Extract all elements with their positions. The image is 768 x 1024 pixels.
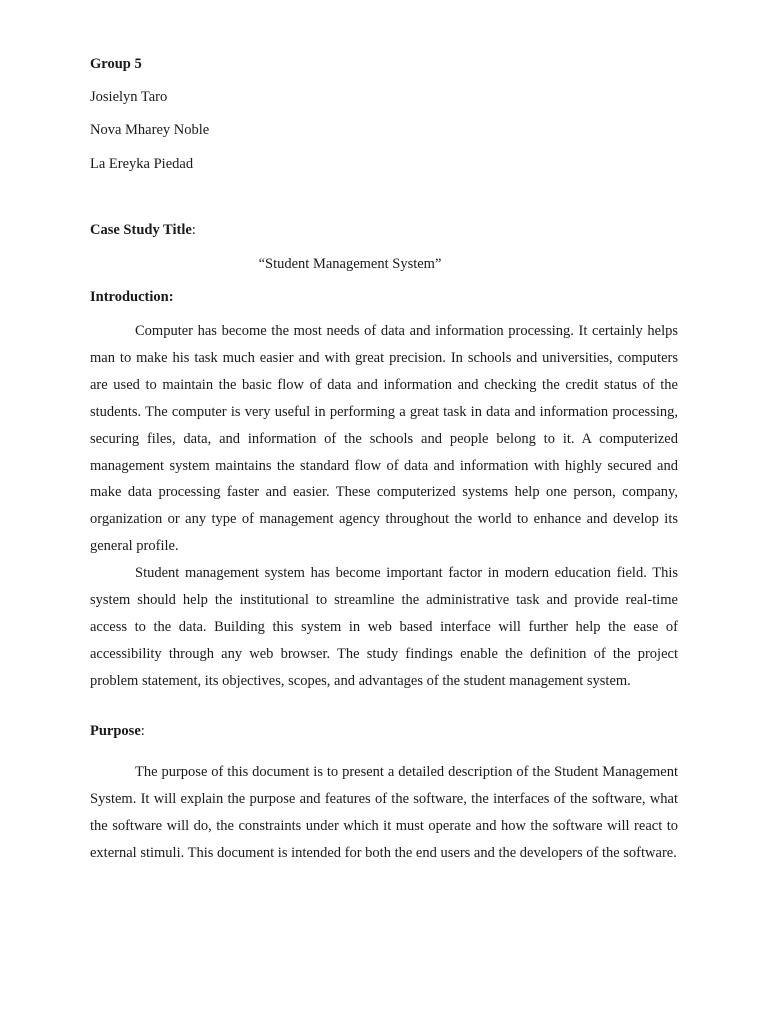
case-study-heading xyxy=(90,222,196,239)
case-study-colon: : xyxy=(191,222,196,238)
member-name-1: Josielyn Taro xyxy=(90,89,168,105)
member-name-3: La Ereyka Piedad xyxy=(90,156,194,172)
member-name-2: Nova Mharey Noble xyxy=(90,122,210,138)
introduction-heading: Introduction: xyxy=(90,289,174,305)
purpose-colon: : xyxy=(140,723,145,739)
purpose-label: Purpose xyxy=(90,723,141,739)
group-label: Group 5 xyxy=(90,56,142,72)
purpose-paragraph: The purpose of this document is to present a detailed description of the Student Management System. It will explain the purpose and features of the software, the interfaces of the software, what the software will do, the constraints under which it must operate and how the software will react to external stimuli. This document is intended for both the end users and the developers of the software. xyxy=(90,764,678,861)
introduction-paragraph-2: Student management system has become important factor in modern education field. This system should help the institutional to streamline the administrative task and provide real-time access to the data. Building this system in web based interface will further help the ease of accessibility through any web browser. The study findings enable the definition of the project problem statement, its objectives, scopes, and advantages of the student management system. xyxy=(90,565,678,689)
introduction-paragraph-1: Computer has become the most needs of data and information processing. It certainly helps man to make his task much easier and with great precision. In schools and universities, computers are used to maintain the basic flow of data and information and checking the credit status of the students. The computer is very useful in performing a great task in data and information processing, securing files, data, and information of the schools and people belong to it. A computerized management system maintains the standard flow of data and information with highly secured and make data processing faster and easier. These computerized systems help one person, company, organization or any type of management agency throughout the world to enhance and develop its general profile. xyxy=(90,323,678,555)
case-study-title: “Student Management System” xyxy=(258,256,442,272)
case-study-label: Case Study Title xyxy=(90,222,192,238)
purpose-heading xyxy=(90,723,145,740)
